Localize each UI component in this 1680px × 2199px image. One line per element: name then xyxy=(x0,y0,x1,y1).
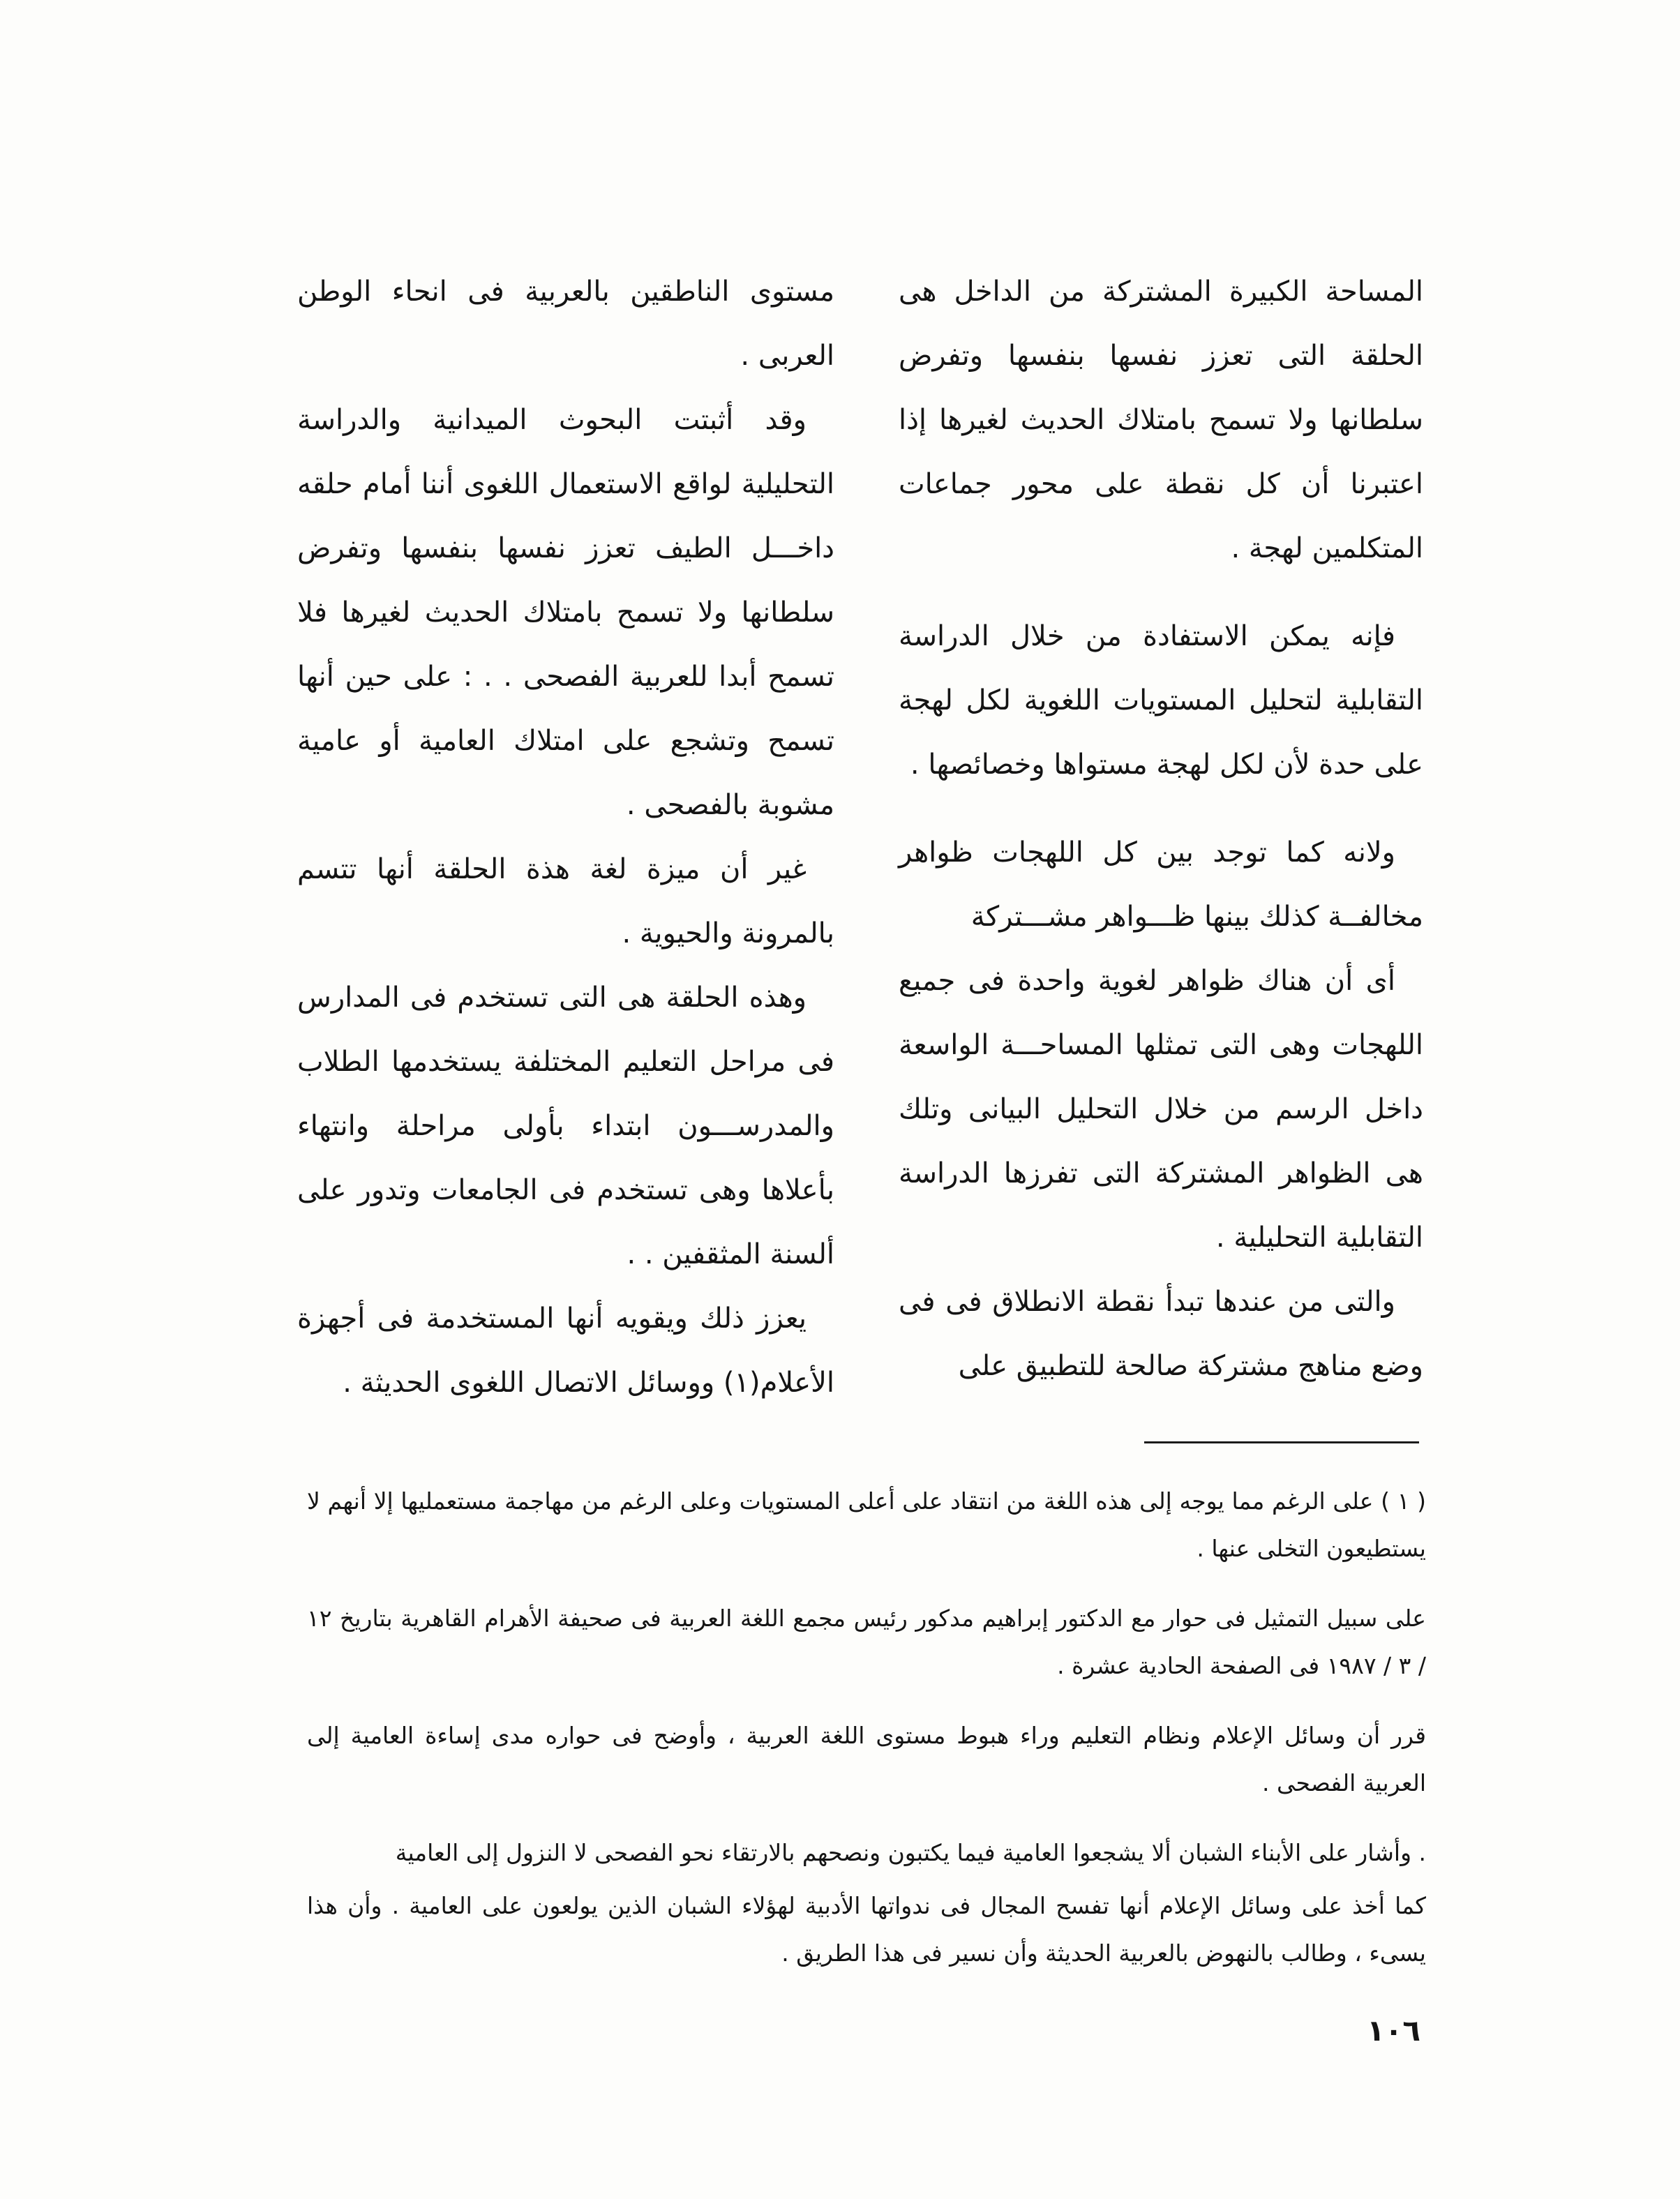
footnote: ( ١ ) على الرغم مما يوجه إلى هذه اللغة من انتقاد على أعلى المستويات وعلى الرغم من مهاجمة مستعمليها إلا أنهم لا يستطيعون التخلى عنها . xyxy=(307,1487,1426,1562)
paragraph: فإنه يمكن الاستفادة من خلال الدراسة التقابلية لتحليل المستويات اللغوية لكل لهجة على حدة لأن لكل لهجة مستواها وخصائصها . xyxy=(899,620,1423,781)
paragraph: مستوى الناطقين بالعربية فى انحاء الوطن العربى . xyxy=(297,276,834,372)
paragraph: والتى من عندها تبدأ نقطة الانطلاق فى فى وضع مناهج مشتركة صالحة للتطبيق على xyxy=(899,1286,1423,1382)
footnote: قرر أن وسائل الإعلام ونظام التعليم وراء هبوط مستوى اللغة العربية ، وأوضح فى حواره مدى إساءة العامية إلى العربية الفصحى . xyxy=(307,1722,1426,1796)
paragraph: يعزز ذلك ويقويه أنها المستخدمة فى أجهزة الأعلام(١) ووسائل الاتصال اللغوى الحديثة . xyxy=(297,1303,834,1399)
paragraph: وهذه الحلقة هى التى تستخدم فى المدارس فى مراحل التعليم المختلفة يستخدمها الطلاب والمدرســـون ابتداء بأولى مراحلة وانتهاء بأعلاها وهى تستخدم فى الجامعات وتدور على ألسنة المثقفين . . xyxy=(297,982,834,1270)
footnote: . وأشار على الأبناء الشبان ألا يشجعوا العامية فيما يكتبون ونصحهم بالارتقاء نحو الفصحى لا النزول إلى العامية xyxy=(395,1839,1426,1866)
paragraph: غير أن ميزة لغة هذة الحلقة أنها تتسم بالمرونة والحيوية . xyxy=(297,853,834,950)
paragraph: المساحة الكبيرة المشتركة من الداخل هى الحلقة التى تعزز نفسها بنفسها وتفرض سلطانها ولا تسمح بامتلاك الحديث لغيرها إذا اعتبرنا أن كل نقطة على محور جماعات المتكلمين لهجة . xyxy=(899,276,1423,564)
footnote: كما أخذ على وسائل الإعلام أنها تفسح المجال فى ندواتها الأدبية لهؤلاء الشبان الذين يولعون على العامية . وأن هذا يسىء ، وطالب بالنهوض بالعربية الحديثة وأن نسير فى هذا الطريق . xyxy=(307,1892,1426,1967)
paragraph: ولانه كما توجد بين كل اللهجات ظواهر مخالفــة كذلك بينها ظـــواهر مشـــتركة xyxy=(899,836,1423,933)
footnote: على سبيل التمثيل فى حوار مع الدكتور إبراهيم مدكور رئيس مجمع اللغة العربية فى صحيفة الأهرام القاهرية بتاريخ ١٢ / ٣ / ١٩٨٧ فى الصفحة الحادية عشرة . xyxy=(307,1605,1426,1679)
footnotes-section xyxy=(307,1478,1426,1999)
right-text-column xyxy=(899,260,1423,1398)
left-text-column xyxy=(297,260,834,1415)
paragraph: أى أن هناك ظواهر لغوية واحدة فى جميع اللهجات وهى التى تمثلها المساحـــة الواسعة داخل الرسم من خلال التحليل البيانى وتلك هى الظواهر المشتركة التى تفرزها الدراسة التقابلية التحليلية . xyxy=(899,965,1423,1254)
page-number: ١٠٦ xyxy=(1367,2013,1420,2048)
footnote-separator-line xyxy=(1144,1441,1419,1443)
paragraph: وقد أثبتت البحوث الميدانية والدراسة التحليلية لواقع الاستعمال اللغوى أننا أمام حلقه داخـــل الطيف تعزز نفسها بنفسها وتفرض سلطانها ولا تسمح بامتلاك الحديث لغيرها فلا تسمح أبدا للعربية الفصحى . . : على حين أنها تسمح وتشجع على امتلاك العامية أو عامية مشوبة بالفصحى . xyxy=(297,404,834,821)
